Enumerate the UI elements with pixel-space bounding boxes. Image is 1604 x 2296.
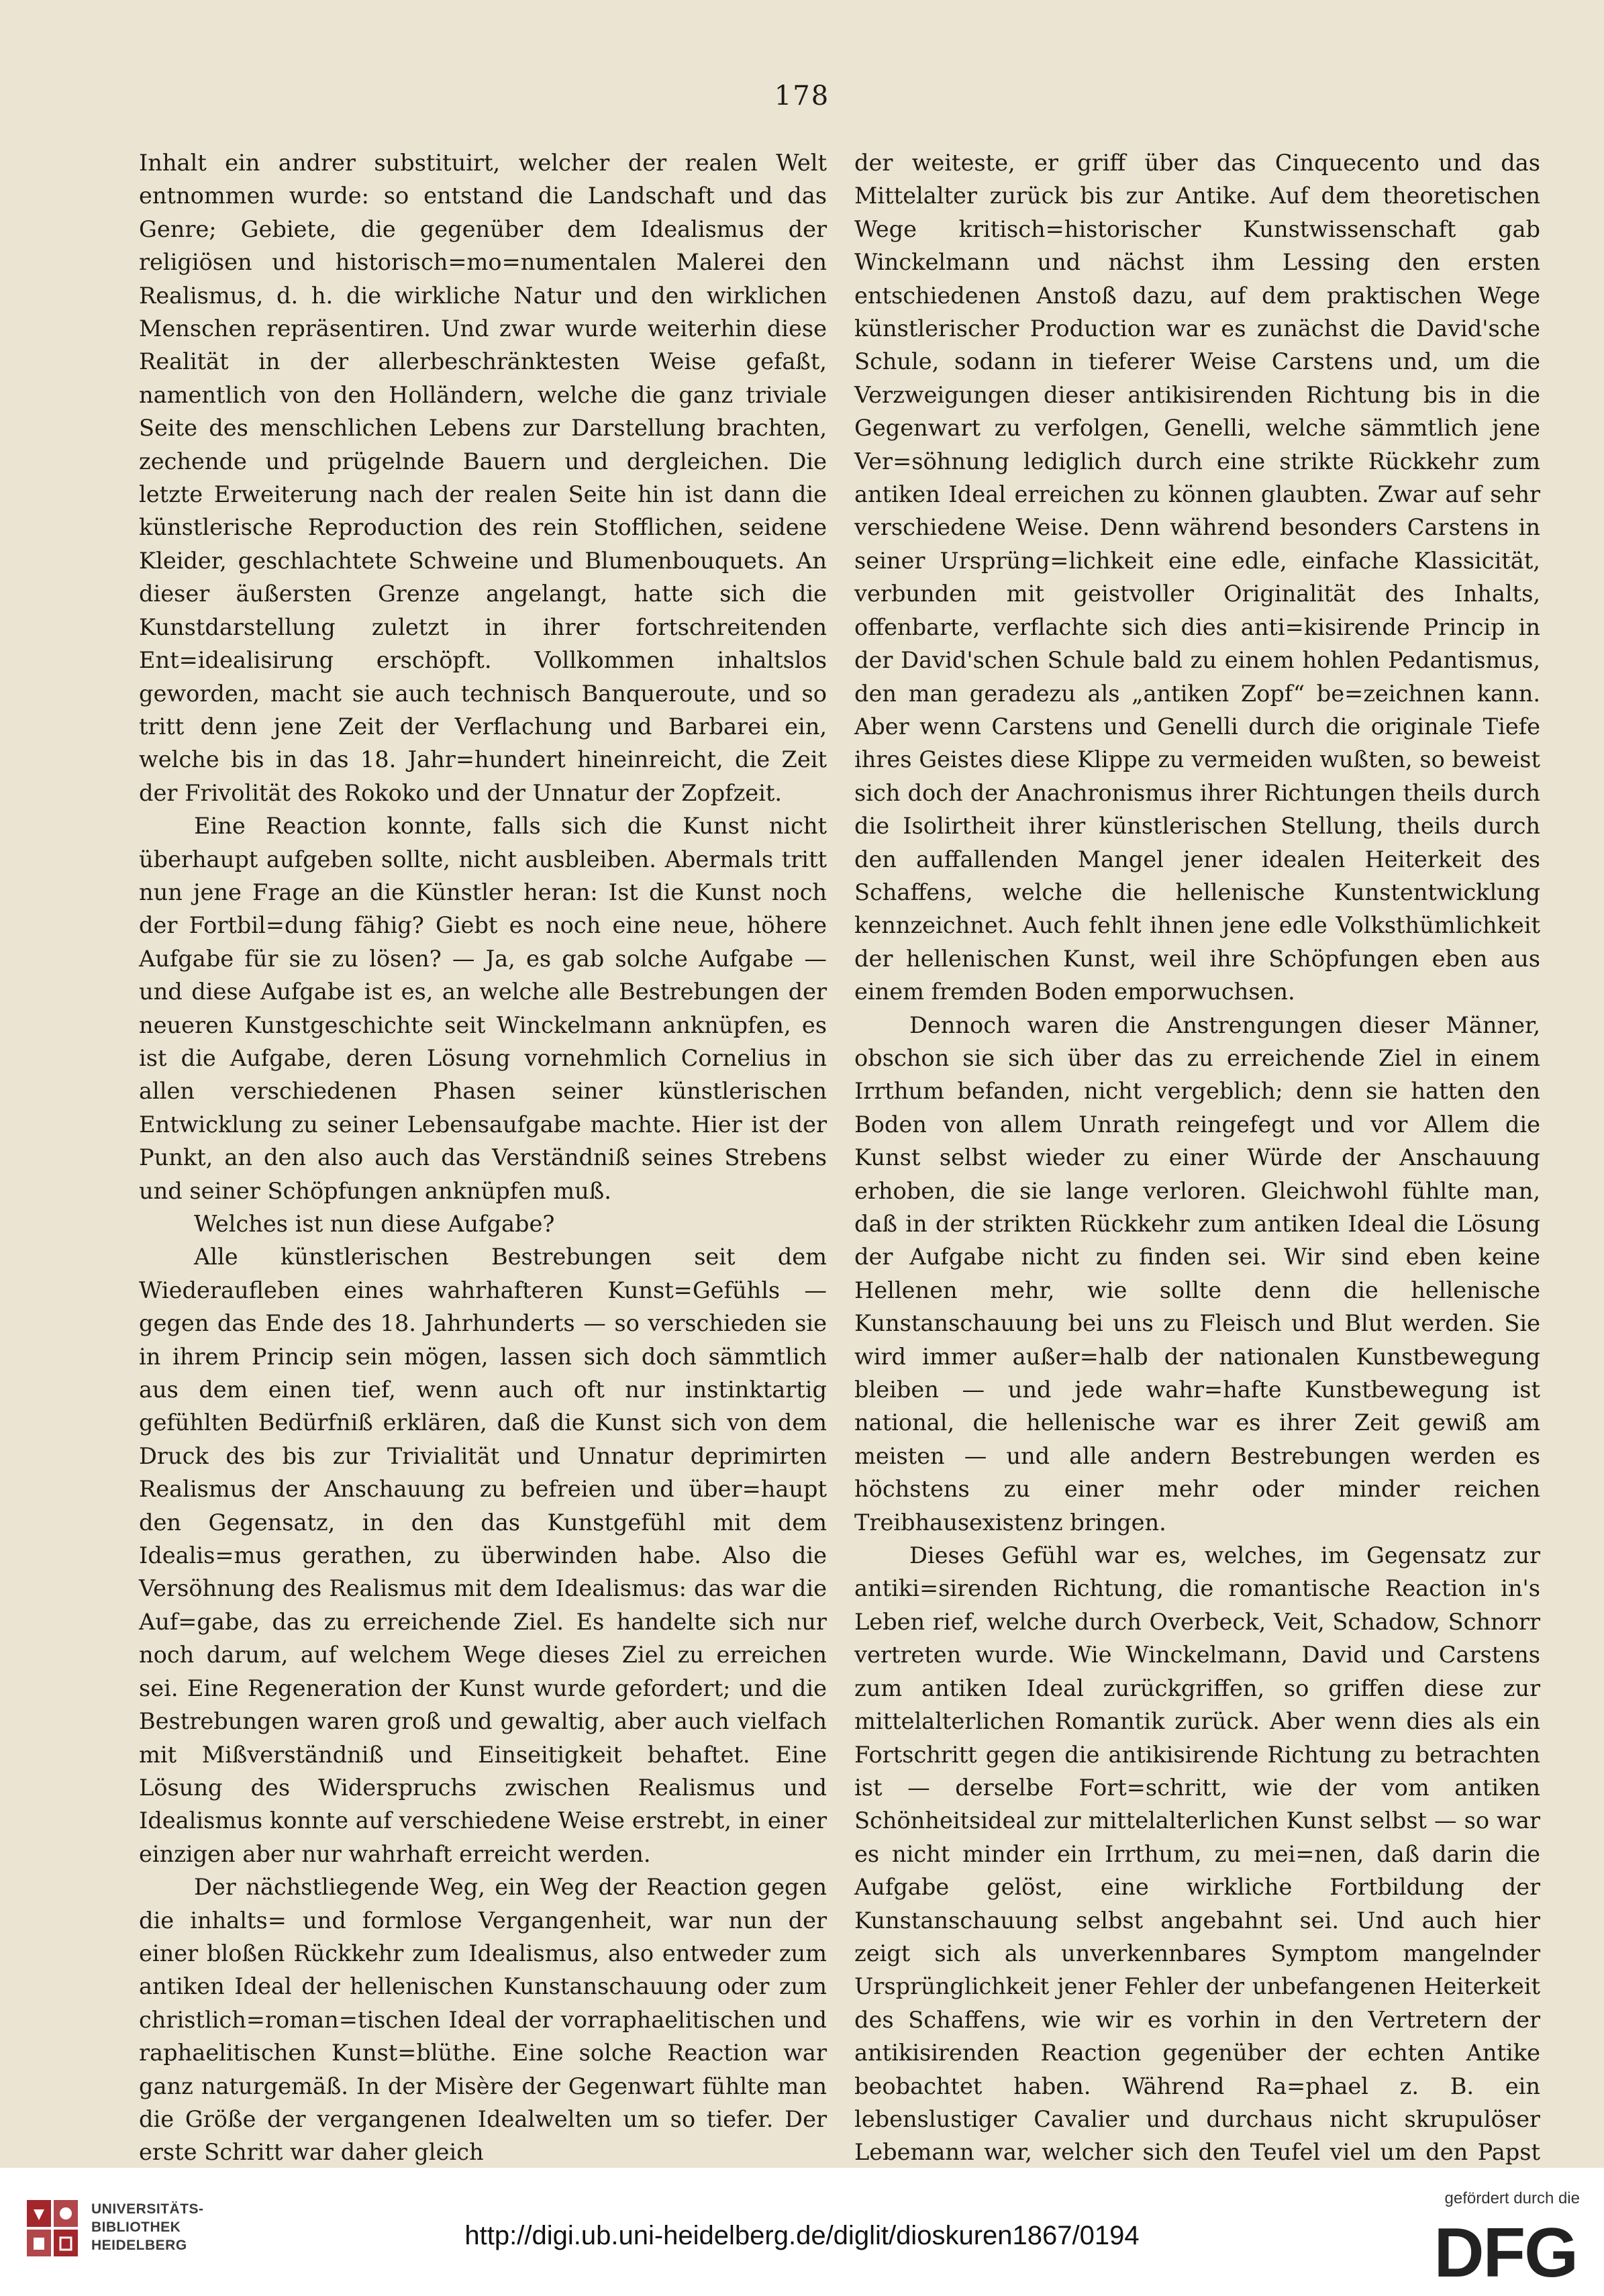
- library-name-line: UNIVERSITÄTS-: [91, 2201, 204, 2217]
- left-column: [139, 146, 827, 2169]
- paragraph: Alle künstlerischen Bestrebungen seit dem Wiederaufleben eines wahrhafteren Kunst=Gefühls — gegen das Ende des 18. Jahrhunderts — so verschieden sie in ihrem Princip sein mögen, lassen sich doch sämmtlich aus dem einen tief, wenn auch oft nur instinktartig gefühlten Bedürfniß erklären, daß die Kunst sich von dem Druck des bis zur Trivialität und Unnatur deprimirten Realismus der Anschauung zu befreien und über=haupt den Gegensatz, in den das Kunstgefühl mit dem Idealis=mus gerathen, zu überwinden habe. Also die Versöhnung des Realismus mit dem Idealismus: das war die Auf=gabe, das zu erreichende Ziel. Es handelte sich nur noch darum, auf welchem Wege dieses Ziel zu erreichen sei. Eine Regeneration der Kunst wurde gefordert; und die Bestrebungen waren groß und gewaltig, aber auch vielfach mit Mißverständniß und Einseitigkeit behaftet. Eine Lösung des Widerspruchs zwischen Realismus und Idealismus konnte auf verschiedene Weise erstrebt, in einer einzigen aber nur wahrhaft erreicht werden.: [139, 1244, 827, 1867]
- permalink-url[interactable]: http://digi.ub.uni-heidelberg.de/diglit/dioskuren1867/0194: [464, 2221, 1140, 2250]
- paragraph: Eine Reaction konnte, falls sich die Kunst nicht überhaupt aufgeben sollte, nicht ausbleiben. Abermals tritt nun jene Frage an die Künstler heran: Ist die Kunst noch der Fortbil=dung fähig? Giebt es noch eine neue, höhere Aufgabe für sie zu lösen? — Ja, es gab solche Aufgabe — und diese Aufgabe ist es, an welche alle Bestrebungen der neueren Kunstgeschichte seit Winckelmann anknüpfen, es ist die Aufgabe, deren Lösung vornehmlich Cornelius in allen verschiedenen Phasen seiner künstlerischen Entwicklung zu seiner Lebensaufgabe machte. Hier ist der Punkt, an den also auch das Verständniß seines Strebens und seiner Schöpfungen anknüpfen muß.: [139, 813, 827, 1204]
- paragraph: Der nächstliegende Weg, ein Weg der Reaction gegen die inhalts= und formlose Vergangenheit, war nun der einer bloßen Rückkehr zum Idealismus, also entweder zum antiken Ideal der hellenischen Kunstanschauung oder zum christlich=roman=tischen Ideal der vorraphaelitischen und raphaelitischen Kunst=blüthe. Eine solche Reaction war ganz naturgemäß. In der Misère der Gegenwart fühlte man die Größe der vergangenen Idealwelten um so tiefer. Der erste Schritt war daher gleich: [139, 1874, 827, 2166]
- library-name-line: HEIDELBERG: [91, 2238, 187, 2253]
- right-column: [854, 146, 1540, 2202]
- paragraph: der weiteste, er griff über das Cinquecento und das Mittelalter zurück bis zur Antike. Auf dem theoretischen Wege kritisch=historischer Kunstwissenschaft gab Winckelmann und nächst ihm Lessing den ersten entschiedenen Anstoß dazu, auf dem praktischen Wege künstlerischer Production war es zunächst die David'sche Schule, sodann in tieferer Weise Carstens und, um die Verzweigungen dieser antikisirenden Richtung bis in die Gegenwart zu verfolgen, Genelli, welche sämmtlich jene Ver=söhnung lediglich durch eine strikte Rückkehr zum antiken Ideal erreichen zu können glaubten. Zwar auf sehr verschiedene Weise. Denn während besonders Carstens in seiner Ursprüng=lichkeit eine edle, einfache Klassicität, verbunden mit geistvoller Originalität des Inhalts, offenbarte, verflachte sich dies anti=kisirende Princip in der David'schen Schule bald zu einem hohlen Pedantismus, den man geradezu als „antiken Zopf“ be=zeichnen kann. Aber wenn Carstens und Genelli durch die originale Tiefe ihres Geistes diese Klippe zu vermeiden wußten, so beweist sich doch der Anachronismus ihrer Richtungen theils durch die Isolirtheit ihrer künstlerischen Stellung, theils durch den auffallenden Mangel jener idealen Heiterkeit des Schaffens, welche die hellenische Kunstentwicklung kennzeichnet. Auch fehlt ihnen jene edle Volksthümlichkeit der hellenischen Kunst, weil ihre Schöpfungen eben aus einem fremden Boden emporwuchsen.: [854, 150, 1540, 1005]
- page-number: 178: [774, 81, 830, 111]
- paragraph: Dennoch waren die Anstrengungen dieser Männer, obschon sie sich über das zu erreichende Ziel in einem Irrthum befanden, nicht vergeblich; denn sie hatten den Boden von allem Unrath reingefegt und vor Allem die Kunst selbst wieder zu einer Würde der Anschauung erhoben, die sie lange verloren. Gleichwohl fühlte man, daß in der strikten Rückkehr zum antiken Ideal die Lösung der Aufgabe nicht zu finden sei. Wir sind eben keine Hellenen mehr, wie sollte denn die hellenische Kunstanschauung bei uns zu Fleisch und Blut werden. Sie wird immer außer=halb der nationalen Kunstbewegung bleiben — und jede wahr=hafte Kunstbewegung ist national, die hellenische war es ihrer Zeit gewiß am meisten — und alle andern Bestrebungen werden es höchstens zu einer mehr oder minder reichen Treibhausexistenz bringen.: [854, 1011, 1540, 1536]
- dfg-logo[interactable]: DFG: [1434, 2214, 1577, 2292]
- paragraph: Inhalt ein andrer substituirt, welcher der realen Welt entnommen wurde: so entstand die Landschaft und das Genre; Gebiete, die gegenüber dem Idealismus der religiösen und historisch=mo=numentalen Malerei den Realismus, d. h. die wirkliche Natur und den wirklichen Menschen repräsentiren. Und zwar wurde weiterhin diese Realität in der allerbeschränktesten Weise gefaßt, namentlich von den Holländern, welche die ganz triviale Seite des menschlichen Lebens zur Darstellung brachten, zechende und prügelnde Bauern und dergleichen. Die letzte Erweiterung nach der realen Seite hin ist dann die künstlerische Reproduction des rein Stofflichen, seidene Kleider, geschlachtete Schweine und Blumenbouquets. An dieser äußersten Grenze angelangt, hatte sich die Kunstdarstellung zuletzt in ihrer fortschreitenden Ent=idealisirung erschöpft. Vollkommen inhaltslos geworden, macht sie auch technisch Banqueroute, und so tritt denn jene Zeit der Verflachung und Barbarei ein, welche bis in das 18. Jahr=hundert hineinreicht, die Zeit der Frivolität des Rokoko und der Unnatur der Zopfzeit.: [139, 150, 827, 806]
- library-name-line: BIBLIOTHEK: [91, 2219, 181, 2235]
- paragraph: Welches ist nun diese Aufgabe?: [194, 1211, 555, 1237]
- paragraph: Dieses Gefühl war es, welches, im Gegensatz zur antiki=sirenden Richtung, die romantische Reaction in's Leben rief, welche durch Overbeck, Veit, Schadow, Schnorr vertreten wurde. Wie Winckelmann, David und Carstens zum antiken Ideal zurückgriffen, so griffen diese zur mittelalterlichen Romantik zurück. Aber wenn dies als ein Fortschritt gegen die antikisirende Richtung zu betrachten ist — derselbe Fort=schritt, wie der vom antiken Schönheitsideal zur mittelalterlichen Kunst selbst — so war es nicht minder ein Irrthum, zu mei=nen, daß darin die Aufgabe gelöst, eine wirkliche Fortbildung der Kunstanschauung selbst angebahnt sei. Und auch hier zeigt sich als unverkennbares Symptom mangelnder Ursprünglichkeit jener Fehler der unbefangenen Heiterkeit des Schaffens, wie wir es vorhin in den Vertretern der antikisirenden Reaction gegenüber der echten Antike beobachtet haben. Während Ra=phael z. B. ein lebenslustiger Cavalier und durchaus nicht skrupulöser Lebemann war, welcher sich den Teufel viel um den Papst: [854, 1542, 1540, 2166]
- funding-label: gefördert durch die: [1444, 2189, 1580, 2207]
